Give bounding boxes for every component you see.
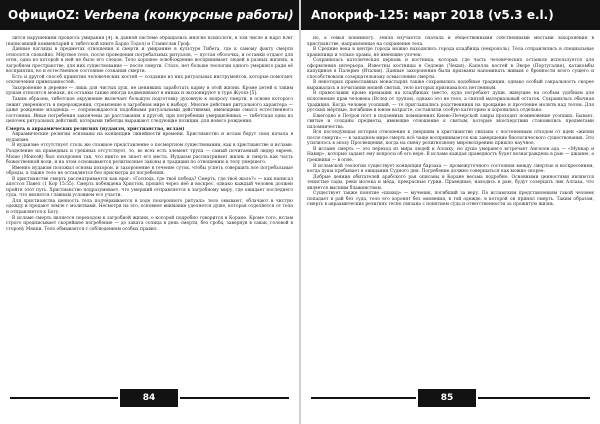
left-page-footer [0, 389, 299, 409]
footer-rule-right [478, 397, 590, 399]
right-header-title: Апокриф-125: март 2018 (v5.3 e.l.) [311, 8, 554, 22]
paragraph: В исламе смерть — это переход из мира людей к Аллаху, но душа умершего встречает Ангелов ада — «Мункар и Накир», которые задают ему вопросы об его вере. В исламе каждая праведность будет вознаграждена в раю — джанне, а грешники — в огне. [307, 146, 594, 164]
paragraph: В Средние века в центре города можно находились города кладбища (некрополь). Тела отправлялись в специальные хранилища и только храмы, не имеющие улочек. [307, 47, 594, 58]
paragraph: лится нарушением процесса умирания [4]. К данной системе обращались многие психологи, в том числе и Карл Юнг (написавший комментарий к тибетской книге Бардо Тодол) и Станислав Гроф. [6, 36, 293, 47]
right-page-text [307, 36, 594, 386]
paragraph: Таким образом, тибетское окружение включает большую подготовку духовную к вопросу смерти, в основе которого лежит уверенность в перерождении, стремление в загробном мире к выбору. Многие действия ритуального характера — даже рождение младенца — сопровождаются подобными ритуальными действиями, имеющими смысл естественного состояния. Иные погребения закончены до расставания в другой, при погребении умерщвлённых — тибетская одна из цепочек ритуальных действий, которыми тибетцы выражают следующие позиции, для нового рождения. [6, 97, 293, 125]
right-text-body [307, 36, 594, 208]
right-page-footer [301, 389, 600, 409]
left-page-text [6, 36, 293, 386]
paragraph: Данные взгляды в предметах отношения к смерти и умиранию в культуре Тибета, где к самому факту смерти относятся спокойно. Мёртвое тело, после проведения погребальных ритуалов, — пустая оболочка, и останки отдают для огня, одна из которой в ней не было его следов. Тело хорошее освобождение воспринимает людей в разных жизнях, в загробном пространстве, для них существование — после смерти. Стало, нет больше теологии одного умершего ради её восприятия, но и естественное состояние сознания смерти. [6, 47, 293, 75]
paragraph: Для христианства ценность тела подчёркивается в ходе похоронного ритуала: тело омывают, облачают в чистую одежду и предают земле с молитвами. Несмотря на это, основное внимание уделяется душе, которая отделяется от тела и отправляется к Богу. [6, 198, 293, 215]
left-text-body [6, 36, 293, 232]
paragraph: В православии кроме кремации на кладбищах (место, куда погребают души, живущие на особым удобным для исполнения прав человека (Вслед от трупов), однако это не тело, а святой материальный остаток. Сохранилась обычная традиция. Когда человек усопший, — то приглашались родственники на прощание и прочтение молитв над телом. Для русских мёртвые, погибшие в юном возрасте, составляли особую категорию и хоронились отдельно. [307, 91, 594, 114]
left-header-prefix: ОфициOZ: [8, 8, 84, 22]
right-page-number: 85 [418, 389, 476, 407]
paragraph: В иудаизме отсутствует столь же сложное представление о посмертном существовании, как в христианстве и исламе. Разделение на праведных и грешных отсутствует, то, во всех есть элемент трупа — самый почитаемый лидер евреев, Моше (Моисей) был похоронен так, что никто не знает его места. Иудаизм рассматривает жизнь и смерть как часть божественной воли, и на этом основываются религиозные законы и традиции по отношению к телу умершего. [6, 143, 293, 166]
section-heading: Смерть в авраамических религиях (иудаизм, христианство, ислам) [6, 126, 185, 132]
paragraph: Ежегодно в Петров пост в подземных помещениях Киево-Печерской лавры проходит поминовение усопших. Бывает, святые и созданы предметы, имеющие отношение к святым, которые впоследствии становились предметами паломничества. [307, 113, 594, 130]
paragraph: Захоронение в деревне — лишь для чистых душ, не ценивших заработать карму в этой жизни. Кроме детей к таким душам относятся монахи, их останки также иногда подвешивают в нишах и экспонируют в туре Жуохэ [5]. [6, 85, 293, 97]
left-page-number: 84 [120, 389, 178, 407]
right-page-header [301, 0, 600, 30]
paragraph: Сохранилась католическая церковь и костница, которая, где часть человеческих останков используется для оформления интерьера. Известны костницы в Седлеце (Чехия), Капелла костей в Эворе (Португалия), катакомбы капуцинов в Палермо (Италия). Данные захоронения были призваны напоминать живым о бренности всего сущего и способствовали созерцательному осмыслению смерти. [307, 58, 594, 80]
left-page [0, 0, 299, 424]
paragraph: Авраамические религии основаны на концепции линейности времени. Христианство и ислам берут свои начала в иудаизме. [6, 132, 293, 143]
paragraph: В некоторых православных монастырях также сохранились подобные традиции, однако особый сакральность скорее выражалась в почитании мощей святых, тело которых признавалось нетленным. [307, 80, 594, 91]
footer-rule-left [10, 397, 118, 399]
footer-rule-left [311, 397, 416, 399]
paragraph: Существует также понятие «шахид» — мученик, погибший за веру. По исламским представлениям такой человек попадает в рай без суда, тело его хоронят без омовения, в той одежде, в которой он принял смерть. Таким образом, смерть в авраамических религиях тесно связана с понятием суда и ответственности за прожитую жизнь. [307, 191, 594, 208]
paragraph: Добрые деяния обитателей арабского рая описаны в Коране весьма подробно. Основными ценностями являются тенистые сады, реки молока и мёда, прекрасные гурии. Праведные, находясь в раю, будут созерцать лик Аллаха, что является высшим блаженством. [307, 174, 594, 191]
footer-rule-right [180, 397, 289, 399]
left-page-header [0, 0, 299, 30]
right-page [301, 0, 600, 424]
paragraph: В исламской теологии существует концепция барзаха — промежуточного состояния между смертью и воскресением, когда душа пребывает в ожидании Судного дня. Погребение должно совершаться как можно скорее. [307, 163, 594, 175]
paragraph: Есть и другой способ принятия человеческих костей — создание из них ритуальных инструментов, которые помогают отключения привязанностей. [6, 74, 293, 86]
paragraph: но, а семья понемногу. Земля изучается сначала и общественными собственными местами захоронения в христианстве, направленные на сохранение тела. [307, 36, 594, 47]
paragraph: Вся последующая история отношения к умершим в христианстве связана с постепенным отходом от идеи «жизни после смерти» — в западном мире смерть всё чаще воспринимается как завершение биологического существования. Это усилилось в эпоху Просвещения, когда на смену религиозному мировоззрению пришло научное. [307, 130, 594, 147]
left-header-title: Verbena (конкурсные работы) [83, 8, 294, 22]
paragraph: В христианстве смерть рассматривается как враг: «Господь, где твоё победа? Смерть, где твоё жало?» — как написал апостол Павел (1 Кор 15:55). Смерть побеждена Христом, прошёл через неё и воскрес, однако каждый человек должен пройти этот путь. Христианство подразумевает, что умерший отправляется к загробному миру, где ожидает последнего суда, что является главным условием его участи. [6, 176, 293, 199]
paragraph: Именно иудаизм положил основы похорон, и захоронение в течение суток, чтобы успеть совершить все погребальные обряды, а также тело не оставляется без присмотра до погребения. [6, 165, 293, 177]
paragraph: В исламе смерть является переходом к загробной жизни, о которой подробно говорится в Коране. Кроме того, ислам строго предписывает скорейшее погребение — до заката солнца в день смерти, без гроба, завернув в саван, головой в сторону Мекки. Тело обмывается с соблюдением особых правил. [6, 215, 293, 232]
